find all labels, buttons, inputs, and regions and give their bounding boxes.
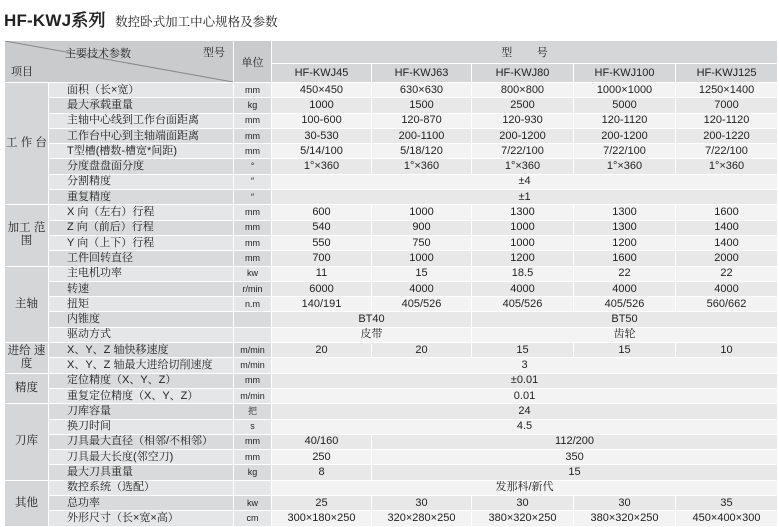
param-name: 刀具最大直径（相邻/不相邻） <box>49 434 234 449</box>
table-row <box>5 266 778 281</box>
value-cell: 齿轮 <box>472 327 778 342</box>
unit-cell: m/min <box>234 358 272 373</box>
param-name: 刀库容量 <box>49 404 234 419</box>
table-row <box>5 480 778 495</box>
model-header-hf-kwj80: HF-KWJ80 <box>472 64 574 83</box>
value-cell: 5000 <box>574 98 676 113</box>
unit-cell: kg <box>234 98 272 113</box>
value-cell: 25 <box>272 496 372 511</box>
value-cell: 600 <box>272 205 372 220</box>
unit-cell: kw <box>234 496 272 511</box>
table-row <box>5 251 778 266</box>
value-cell: 1000 <box>372 205 472 220</box>
value-cell: 22 <box>574 266 676 281</box>
group-label: 精度 <box>5 373 49 404</box>
unit-cell: mm <box>234 434 272 449</box>
value-cell-merged: ±1 <box>272 190 778 205</box>
table-row <box>5 419 778 434</box>
param-name: Y 向（上下）行程 <box>49 235 234 250</box>
value-cell: 450×450 <box>272 83 372 98</box>
value-cell-merged: ±0.01 <box>272 373 778 388</box>
unit-cell: r/min <box>234 281 272 296</box>
table-row <box>5 496 778 511</box>
value-cell: 1000 <box>472 220 574 235</box>
table-row <box>5 235 778 250</box>
value-cell: 5/18/120 <box>372 144 472 159</box>
value-cell: 800×800 <box>472 83 574 98</box>
value-cell: 30-530 <box>272 128 372 143</box>
value-cell: 300×180×250 <box>272 511 372 526</box>
series-title: HF-KWJ系列 <box>4 11 106 30</box>
models-header: 型 号 <box>272 41 778 64</box>
value-cell: 15 <box>574 343 676 358</box>
params-label: 主要技术参数 <box>65 48 131 60</box>
unit-cell: mm <box>234 251 272 266</box>
table-row <box>5 404 778 419</box>
value-cell-merged: 3 <box>272 358 778 373</box>
value-cell: 120-870 <box>372 113 472 128</box>
value-cell: 1000 <box>472 235 574 250</box>
value-cell: 550 <box>272 235 372 250</box>
value-cell: 7/22/100 <box>574 144 676 159</box>
value-cell: 1300 <box>472 205 574 220</box>
unit-cell: mm <box>234 235 272 250</box>
model-header-hf-kwj45: HF-KWJ45 <box>272 64 372 83</box>
param-name: 扭矩 <box>49 297 234 312</box>
value-cell: 405/526 <box>472 297 574 312</box>
table-row <box>5 434 778 449</box>
unit-cell: m/min <box>234 388 272 403</box>
value-cell: 405/526 <box>574 297 676 312</box>
table-row <box>5 373 778 388</box>
value-cell: 30 <box>472 496 574 511</box>
unit-cell: mm <box>234 83 272 98</box>
value-cell-merged: 发那科/新代 <box>272 480 778 495</box>
unit-cell: m/min <box>234 343 272 358</box>
param-name: 分割精度 <box>49 174 234 189</box>
value-cell: 22 <box>676 266 778 281</box>
unit-header: 单位 <box>234 41 272 83</box>
value-cell: 140/191 <box>272 297 372 312</box>
unit-cell <box>234 327 272 342</box>
param-name: 分度盘盘面分度 <box>49 159 234 174</box>
value-cell: 560/662 <box>676 297 778 312</box>
param-name: 主电机功率 <box>49 266 234 281</box>
model-header-hf-kwj63: HF-KWJ63 <box>372 64 472 83</box>
value-cell: 120-1120 <box>676 113 778 128</box>
value-cell: 1600 <box>574 251 676 266</box>
value-cell: 6000 <box>272 281 372 296</box>
param-name: 工作台中心到主轴端面距离 <box>49 128 234 143</box>
value-cell: 1400 <box>676 220 778 235</box>
value-cell: 1°×360 <box>472 159 574 174</box>
group-label: 主轴 <box>5 266 49 342</box>
value-cell: 40/160 <box>272 434 372 449</box>
corner-header-cell <box>5 41 234 83</box>
model-label: 型号 <box>203 47 225 59</box>
table-row <box>5 450 778 465</box>
unit-cell <box>234 480 272 495</box>
value-cell-merged: 0.01 <box>272 388 778 403</box>
param-name: 重复定位精度（X、Y、Z） <box>49 388 234 403</box>
value-cell: 1°×360 <box>372 159 472 174</box>
param-name: 最大刀具重量 <box>49 465 234 480</box>
param-name: 总功率 <box>49 496 234 511</box>
unit-cell: kw <box>234 266 272 281</box>
unit-cell: ″ <box>234 174 272 189</box>
value-cell: 1000×1000 <box>574 83 676 98</box>
value-cell: 15 <box>472 343 574 358</box>
value-cell: 200-1220 <box>676 128 778 143</box>
value-cell: 1°×360 <box>574 159 676 174</box>
value-cell: 1300 <box>574 205 676 220</box>
table-row <box>5 205 778 220</box>
value-cell: 630×630 <box>372 83 472 98</box>
param-name: 内锥度 <box>49 312 234 327</box>
table-row <box>5 220 778 235</box>
param-name: 刀具最大长度(邻空刀) <box>49 450 234 465</box>
value-cell: 1°×360 <box>272 159 372 174</box>
table-row <box>5 98 778 113</box>
value-cell: 4000 <box>472 281 574 296</box>
value-cell: 5/14/100 <box>272 144 372 159</box>
param-name: 重复精度 <box>49 190 234 205</box>
param-name: 驱动方式 <box>49 327 234 342</box>
value-cell: 1000 <box>272 98 372 113</box>
value-cell: 350 <box>372 450 778 465</box>
group-label: 加工 范围 <box>5 205 49 266</box>
value-cell: 1300 <box>574 220 676 235</box>
value-cell: 540 <box>272 220 372 235</box>
value-cell: 4000 <box>574 281 676 296</box>
value-cell: 750 <box>372 235 472 250</box>
value-cell: 皮带 <box>272 327 472 342</box>
value-cell: 18.5 <box>472 266 574 281</box>
table-row <box>5 358 778 373</box>
group-label: 进给 速度 <box>5 343 49 374</box>
unit-cell <box>234 312 272 327</box>
value-cell: 1250×1400 <box>676 83 778 98</box>
unit-cell: ″ <box>234 190 272 205</box>
unit-cell: mm <box>234 205 272 220</box>
value-cell: 120-930 <box>472 113 574 128</box>
value-cell: 450×400×300 <box>676 511 778 526</box>
value-cell: 7/22/100 <box>676 144 778 159</box>
value-cell: 15 <box>372 266 472 281</box>
table-row <box>5 144 778 159</box>
table-row <box>5 281 778 296</box>
value-cell: BT40 <box>272 312 472 327</box>
value-cell-merged: ±4 <box>272 174 778 189</box>
param-name: 最大承载重量 <box>49 98 234 113</box>
value-cell: 112/200 <box>372 434 778 449</box>
value-cell: BT50 <box>472 312 778 327</box>
value-cell: 2000 <box>676 251 778 266</box>
param-name: X、Y、Z 轴快移速度 <box>49 343 234 358</box>
value-cell: 250 <box>272 450 372 465</box>
value-cell: 30 <box>372 496 472 511</box>
page-subtitle: 数控卧式加工中心规格及参数 <box>115 15 278 29</box>
value-cell: 35 <box>676 496 778 511</box>
unit-cell: mm <box>234 220 272 235</box>
item-label: 项目 <box>11 66 33 78</box>
table-row <box>5 511 778 526</box>
value-cell: 15 <box>372 465 778 480</box>
table-row <box>5 312 778 327</box>
unit-cell: ° <box>234 159 272 174</box>
param-name: 定位精度（X、Y、Z） <box>49 373 234 388</box>
value-cell: 380×320×250 <box>472 511 574 526</box>
param-name: 主轴中心线到工作台面距离 <box>49 113 234 128</box>
value-cell: 200-1200 <box>574 128 676 143</box>
value-cell: 1200 <box>472 251 574 266</box>
table-row <box>5 327 778 342</box>
table-row <box>5 174 778 189</box>
value-cell: 900 <box>372 220 472 235</box>
unit-cell: 把 <box>234 404 272 419</box>
value-cell: 7/22/100 <box>472 144 574 159</box>
value-cell: 1400 <box>676 235 778 250</box>
spec-table <box>4 40 778 527</box>
value-cell: 320×280×250 <box>372 511 472 526</box>
value-cell: 1°×360 <box>676 159 778 174</box>
unit-cell: n.m <box>234 297 272 312</box>
value-cell: 1200 <box>574 235 676 250</box>
value-cell-merged: 24 <box>272 404 778 419</box>
value-cell: 120-1120 <box>574 113 676 128</box>
unit-cell: cm <box>234 511 272 526</box>
group-label: 刀库 <box>5 404 49 480</box>
value-cell: 20 <box>272 343 372 358</box>
table-row <box>5 128 778 143</box>
param-name: X、Y、Z 轴最大进给切削速度 <box>49 358 234 373</box>
value-cell: 200-1200 <box>472 128 574 143</box>
page-header <box>4 6 278 32</box>
value-cell: 100-600 <box>272 113 372 128</box>
group-label: 工 作 台 <box>5 83 49 205</box>
value-cell: 1500 <box>372 98 472 113</box>
unit-cell: kg <box>234 465 272 480</box>
table-row <box>5 297 778 312</box>
param-name: 面积（长×宽） <box>49 83 234 98</box>
param-name: 工件回转直径 <box>49 251 234 266</box>
value-cell: 1000 <box>372 251 472 266</box>
param-name: Z 向（前后）行程 <box>49 220 234 235</box>
value-cell: 2500 <box>472 98 574 113</box>
table-row <box>5 159 778 174</box>
value-cell: 700 <box>272 251 372 266</box>
unit-cell: mm <box>234 144 272 159</box>
value-cell: 30 <box>574 496 676 511</box>
value-cell: 4000 <box>676 281 778 296</box>
value-cell: 20 <box>372 343 472 358</box>
value-cell-merged: 4.5 <box>272 419 778 434</box>
value-cell: 10 <box>676 343 778 358</box>
unit-cell: mm <box>234 373 272 388</box>
unit-cell: mm <box>234 450 272 465</box>
table-row <box>5 190 778 205</box>
param-name: 换刀时间 <box>49 419 234 434</box>
param-name: 外形尺寸（长×宽×高） <box>49 511 234 526</box>
unit-cell: mm <box>234 128 272 143</box>
param-name: X 向（左右）行程 <box>49 205 234 220</box>
value-cell: 380×320×250 <box>574 511 676 526</box>
table-row <box>5 113 778 128</box>
value-cell: 11 <box>272 266 372 281</box>
param-name: 转速 <box>49 281 234 296</box>
model-header-hf-kwj125: HF-KWJ125 <box>676 64 778 83</box>
value-cell: 7000 <box>676 98 778 113</box>
table-row <box>5 465 778 480</box>
value-cell: 8 <box>272 465 372 480</box>
unit-cell: s <box>234 419 272 434</box>
value-cell: 405/526 <box>372 297 472 312</box>
value-cell: 4000 <box>372 281 472 296</box>
param-name: 数控系统（选配） <box>49 480 234 495</box>
group-label: 其他 <box>5 480 49 526</box>
value-cell: 1600 <box>676 205 778 220</box>
model-header-hf-kwj100: HF-KWJ100 <box>574 64 676 83</box>
unit-cell: mm <box>234 113 272 128</box>
table-row <box>5 388 778 403</box>
table-row <box>5 83 778 98</box>
value-cell: 200-1100 <box>372 128 472 143</box>
table-row <box>5 343 778 358</box>
param-name: T型槽(槽数-槽宽*间距) <box>49 144 234 159</box>
